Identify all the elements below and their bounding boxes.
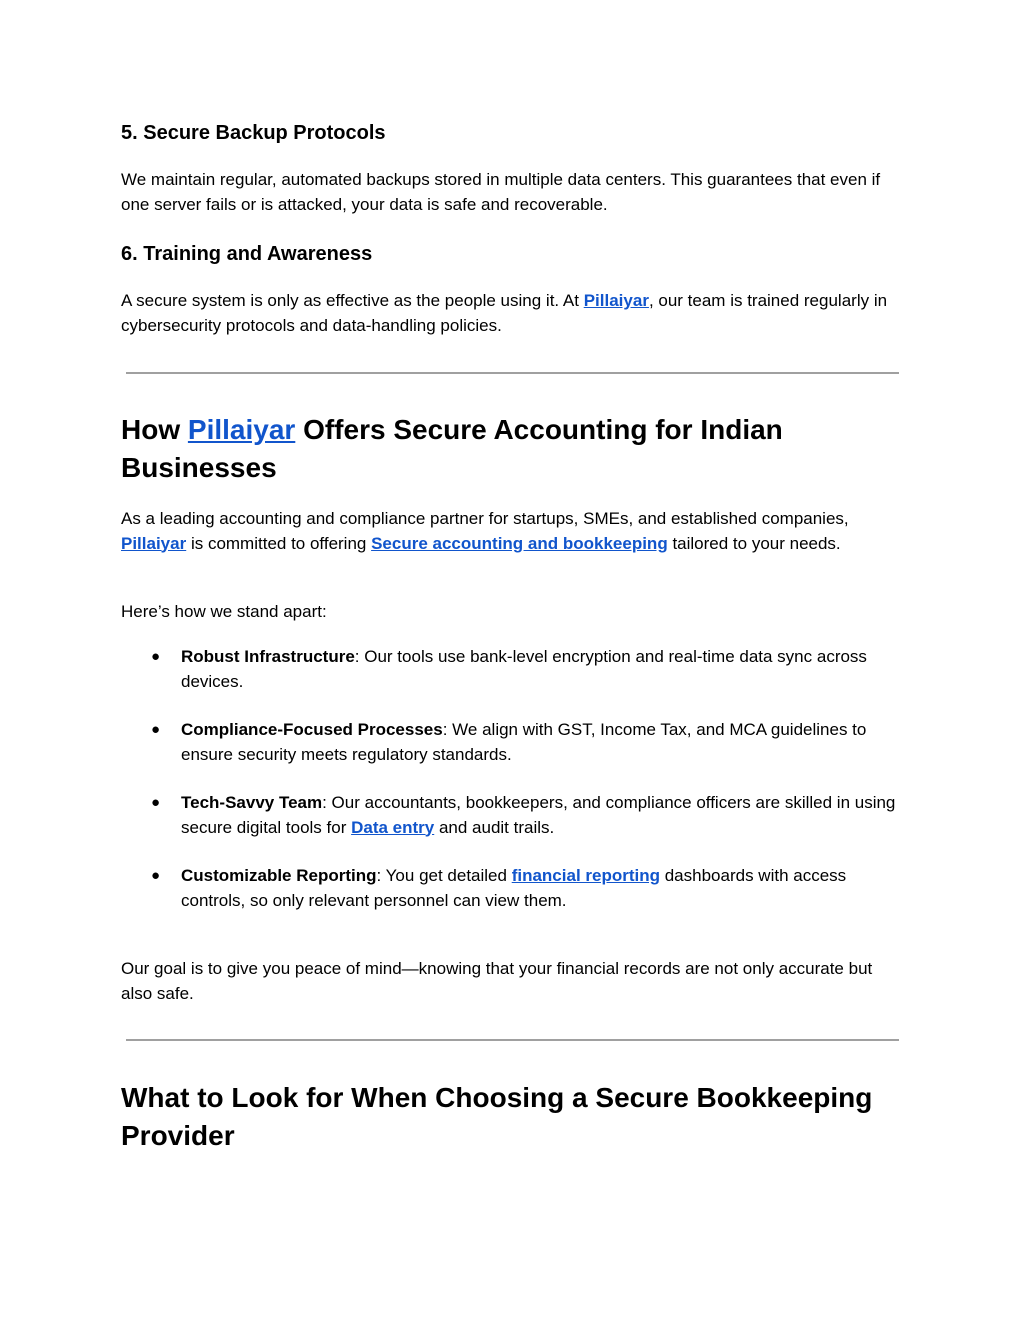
horizontal-divider <box>126 1039 899 1041</box>
how-section-heading <box>121 411 906 487</box>
how-heading-after: Offers Secure Accounting for Indian Businesses <box>121 414 783 483</box>
how-heading-before: How <box>121 414 188 445</box>
intro-text-middle: is committed to offering <box>186 533 372 553</box>
list-item-body <box>181 718 906 767</box>
section-6-paragraph <box>121 289 906 338</box>
section-6-text-after: , our team is trained regularly in cybersecurity protocols and data-handling policies. <box>121 291 888 335</box>
section-6-heading: 6. Training and Awareness <box>121 243 373 265</box>
bullet-icon: ● <box>151 867 161 884</box>
section-5-heading: 5. Secure Backup Protocols <box>121 122 386 144</box>
horizontal-divider <box>126 372 899 374</box>
choose-section-heading: What to Look for When Choosing a Secure Bookkeeping Provider <box>121 1082 873 1151</box>
secure-accounting-link[interactable]: Secure accounting and bookkeeping <box>371 533 668 553</box>
list-item-text: : We align with GST, Income Tax, and MCA guidelines to ensure security meets regulatory standards. <box>181 720 867 764</box>
intro-text-after: tailored to your needs. <box>667 533 841 553</box>
goal-paragraph: Our goal is to give you peace of mind—knowing that your financial records are not only accurate but also safe. <box>121 959 873 1003</box>
list-item-text-after: and audit trails. <box>434 817 555 837</box>
list-item-title: Customizable Reporting <box>181 866 377 885</box>
stand-apart-text: Here’s how we stand apart: <box>121 602 327 621</box>
list-item-title: Tech-Savvy Team <box>181 793 323 812</box>
intro-pillaiyar-link[interactable]: Pillaiyar <box>121 533 187 553</box>
section-5-paragraph: We maintain regular, automated backups stored in multiple data centers. This guarantees that even if one server fails or is attacked, your data is safe and recoverable. <box>121 170 881 214</box>
list-item-body <box>181 864 906 913</box>
pillaiyar-link[interactable]: Pillaiyar <box>583 291 649 310</box>
data-entry-link[interactable]: Data entry <box>351 817 435 837</box>
financial-reporting-link[interactable]: financial reporting <box>511 866 660 885</box>
bullet-icon: ● <box>151 721 161 738</box>
section-6-text-before: A secure system is only as effective as the people using it. At <box>121 291 584 310</box>
intro-text-before: As a leading accounting and compliance partner for startups, SMEs, and established companies, <box>121 509 849 528</box>
heading-pillaiyar-link[interactable]: Pillaiyar <box>187 414 296 445</box>
list-item-text: : Our tools use bank-level encryption and real-time data sync across devices. <box>181 647 867 691</box>
bullet-icon: ● <box>151 648 161 665</box>
list-item-title: Robust Infrastructure <box>181 647 355 666</box>
list-item-body <box>181 645 906 694</box>
how-intro-paragraph <box>121 507 906 556</box>
list-item-body <box>181 791 906 840</box>
list-item-text-after: dashboards with access controls, so only relevant personnel can view them. <box>181 866 847 910</box>
list-item-text: : Our accountants, bookkeepers, and compliance officers are skilled in using secure digital tools for <box>181 793 896 837</box>
bullet-icon: ● <box>151 794 161 811</box>
list-item-text: : You get detailed <box>376 866 512 885</box>
list-item-title: Compliance-Focused Processes <box>181 720 443 739</box>
